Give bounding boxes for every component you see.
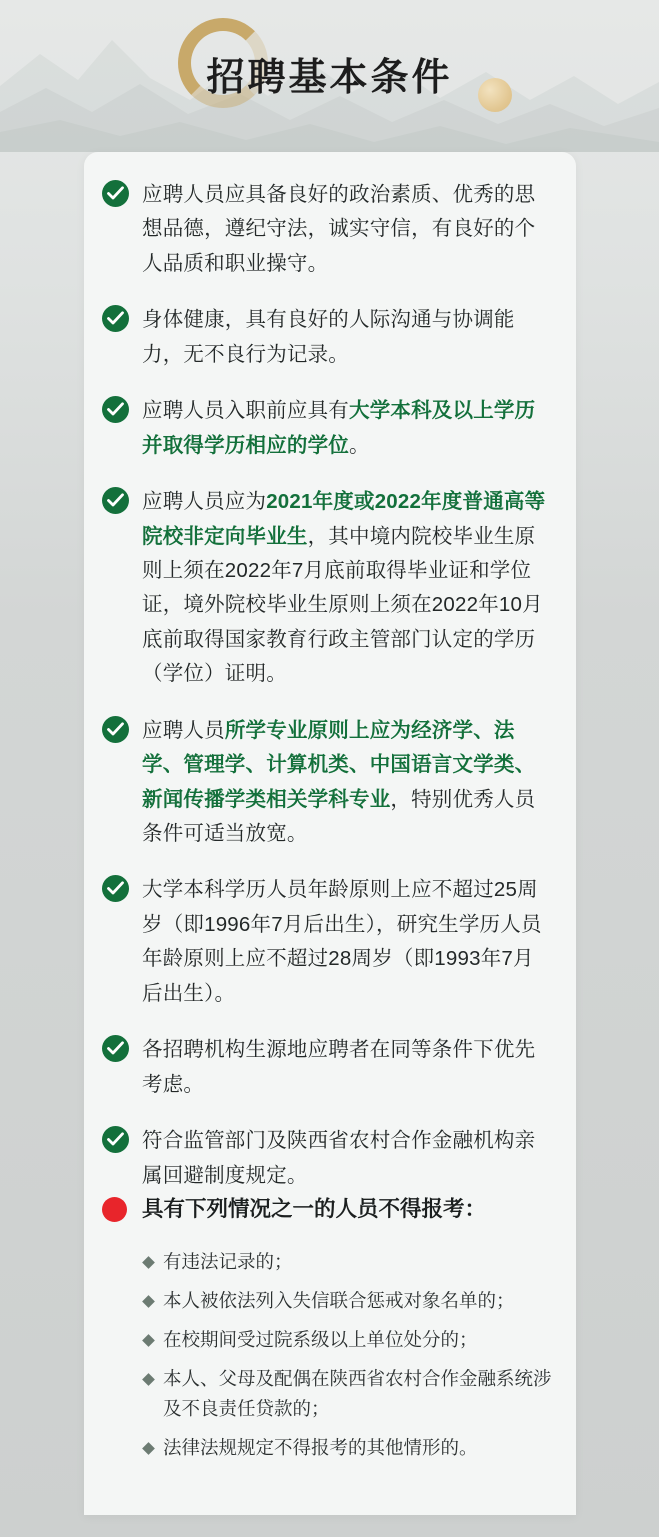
disqualification-heading-row [102,1193,554,1225]
check-circle-icon [102,487,129,514]
condition-text-plain: ，其中境内院校毕业生原则上须在2022年7月底前取得毕业证和学位证，境外院校毕业生原则上须在2022年10月底前取得国家教育行政主管部门认定的学历（学位）证明。 [142,524,543,686]
condition-item [102,178,554,281]
condition-text-emphasis: 2021年度或2022年度普通高等院校非定向毕业生 [142,490,546,548]
condition-text [142,1124,554,1193]
check-circle-icon [102,180,129,207]
diamond-bullet-icon [142,1334,155,1347]
condition-text-plain: 应聘人员应为 [142,490,267,514]
condition-text [142,178,554,281]
poster-header [0,0,659,152]
disqualification-heading: 具有下列情况之一的人员不得报考： [142,1196,487,1221]
page-title: 招聘基本条件 [206,57,453,99]
diamond-bullet-icon [142,1256,155,1269]
diamond-bullet-icon [142,1442,155,1455]
disqualification-item-text: 本人被依法列入失信联合惩戒对象名单的； [163,1290,515,1312]
condition-item [102,394,554,463]
disqualification-item-text: 有违法记录的； [163,1251,293,1273]
condition-text [142,873,554,1011]
condition-text [142,485,554,692]
disqualification-item [144,1247,554,1277]
disqualification-item [144,1325,554,1355]
condition-text [142,394,554,463]
disqualification-item [144,1433,554,1463]
diamond-bullet-icon [142,1373,155,1386]
condition-item [102,714,554,852]
check-circle-icon [102,875,129,902]
condition-text-plain: 。 [349,433,370,457]
condition-text-plain: 应聘人员 [142,718,225,742]
red-dot-icon [102,1197,127,1222]
condition-text-emphasis: 所学专业原则上应为经济学、法学、管理学、计算机类、中国语言文学类、新闻传播学类相关学科专业 [142,718,536,811]
condition-text-plain: 应聘人员应具备良好的政治素质、优秀的思想品德，遵纪守法，诚实守信，有良好的个人品质和职业操守。 [142,183,536,275]
diamond-bullet-icon [142,1295,155,1308]
condition-text-plain: 符合监管部门及陕西省农村合作金融机构亲属回避制度规定。 [142,1129,536,1187]
disqualification-sublist [144,1247,554,1463]
condition-item [102,1124,554,1193]
condition-text-plain: ，特别优秀人员条件可适当放宽。 [142,787,536,845]
check-circle-icon [102,396,129,423]
check-circle-icon [102,1035,129,1062]
condition-text [142,303,554,372]
check-circle-icon [102,716,129,743]
conditions-card [84,152,576,1515]
disqualification-item [144,1364,554,1424]
disqualification-item [144,1286,554,1316]
disqualification-item-text: 法律法规规定不得报考的其他情形的。 [163,1437,478,1459]
condition-item [102,1033,554,1102]
condition-item [102,873,554,1011]
condition-text-plain: 各招聘机构生源地应聘者在同等条件下优先考虑。 [142,1038,536,1096]
disqualification-item-text: 本人、父母及配偶在陕西省农村合作金融系统涉及不良责任贷款的； [163,1368,552,1420]
condition-text [142,1033,554,1102]
conditions-list [102,178,554,1193]
condition-text [142,714,554,852]
check-circle-icon [102,305,129,332]
disqualification-item-text: 在校期间受过院系级以上单位处分的； [163,1329,478,1351]
condition-item [102,485,554,692]
condition-item [102,303,554,372]
condition-text-plain: 大学本科学历人员年龄原则上应不超过25周岁（即1996年7月后出生），研究生学历人员年龄原则上应不超过28周岁（即1993年7月后出生）。 [142,878,542,1005]
check-circle-icon [102,1126,129,1153]
condition-text-emphasis: 大学本科及以上学历并取得学历相应的学位 [142,399,536,457]
condition-text-plain: 应聘人员入职前应具有 [142,399,349,423]
condition-text-plain: 身体健康，具有良好的人际沟通与协调能力，无不良行为记录。 [142,308,515,366]
